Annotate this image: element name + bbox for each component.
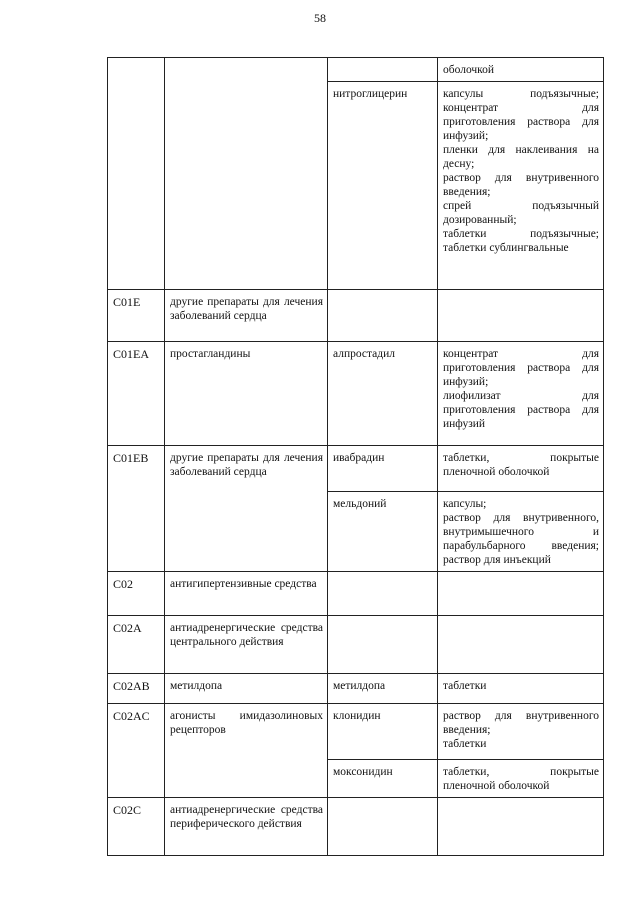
table-row [108,290,604,342]
atc-code-cell: C02AB [108,674,165,704]
dosage-form-cell [438,446,604,492]
dosage-form-line: концентрат для [443,348,599,360]
dosage-form-line: таблетки сублингвальные [443,242,569,254]
dosage-form-line: раствор для внутривенного [443,172,599,184]
dosage-form-line: пленочной оболочкой [443,780,550,792]
anatomical-therapeutic-group-cell: агонисты имидазолиновых рецепторов [165,704,328,798]
dosage-form-line: таблетки, покрытые [443,766,599,778]
dosage-form-cell [438,58,604,82]
table-row [108,342,604,446]
drug-name-cell: алпростадил [328,342,438,446]
dosage-form-line: капсулы подъязычные; [443,88,599,100]
anatomical-therapeutic-group-cell: простагландины [165,342,328,446]
dosage-form-line: приготовления раствора для [443,362,599,374]
dosage-form-line: капсулы; [443,498,487,510]
table-row [108,674,604,704]
dosage-form-line: пленочной оболочкой [443,466,550,478]
drug-name-cell [328,290,438,342]
anatomical-therapeutic-group-cell: антиадренергические средства центрального действия [165,616,328,674]
dosage-form-cell [438,674,604,704]
atc-code-cell: C02C [108,798,165,856]
drug-name-cell [328,572,438,616]
dosage-form-line: введения; [443,724,491,736]
dosage-form-cell [438,760,604,798]
dosage-form-line: лиофилизат для [443,390,599,402]
table-row [108,704,604,760]
drug-name-cell: метилдопа [328,674,438,704]
anatomical-therapeutic-group-cell: другие препараты для лечения заболеваний сердца [165,290,328,342]
drug-name-cell: моксонидин [328,760,438,798]
dosage-form-line: раствор для внутривенного [443,710,599,722]
dosage-form-line: таблетки, покрытые [443,452,599,464]
atc-code-cell: C02AC [108,704,165,798]
atc-code-cell: C01E [108,290,165,342]
dosage-form-line: дозированный; [443,214,517,226]
dosage-form-line: десну; [443,158,475,170]
anatomical-therapeutic-group-cell [165,58,328,290]
dosage-form-cell [438,492,604,572]
dosage-form-line: раствор для внутривенного, [443,512,599,524]
drug-name-cell [328,58,438,82]
drug-name-cell: нитроглицерин [328,82,438,290]
drug-name-cell: клонидин [328,704,438,760]
anatomical-therapeutic-group-cell: антигипертензивные средства [165,572,328,616]
anatomical-therapeutic-group-cell: другие препараты для лечения заболеваний сердца [165,446,328,572]
drug-name-cell: мельдоний [328,492,438,572]
dosage-form-cell [438,616,604,674]
table-row [108,572,604,616]
dosage-form-line: парабульбарного введения; [443,540,599,552]
dosage-form-line: таблетки [443,680,487,692]
table-row [108,616,604,674]
atc-code-cell [108,58,165,290]
dosage-form-cell [438,704,604,760]
drug-classification-table [107,57,604,856]
drug-name-cell [328,616,438,674]
anatomical-therapeutic-group-cell: метилдопа [165,674,328,704]
dosage-form-line: таблетки [443,738,487,750]
page-number: 58 [314,11,326,25]
dosage-form-cell [438,82,604,290]
dosage-form-line: приготовления раствора для [443,116,599,128]
dosage-form-cell [438,342,604,446]
dosage-form-cell [438,798,604,856]
drug-name-cell [328,798,438,856]
atc-code-cell: C01EB [108,446,165,572]
dosage-form-line: раствор для инъекций [443,554,551,566]
atc-code-cell: C01EA [108,342,165,446]
drug-name-cell: ивабрадин [328,446,438,492]
dosage-form-line: пленки для наклеивания на [443,144,599,156]
dosage-form-line: инфузий; [443,376,489,388]
anatomical-therapeutic-group-cell: антиадренергические средства периферического действия [165,798,328,856]
dosage-form-line: таблетки подъязычные; [443,228,599,240]
dosage-form-line: инфузий [443,418,486,430]
atc-code-cell: C02 [108,572,165,616]
dosage-form-line: инфузий; [443,130,489,142]
dosage-form-line: введения; [443,186,491,198]
table-row [108,58,604,82]
dosage-form-cell [438,290,604,342]
dosage-form-line: спрей подъязычный [443,200,599,212]
dosage-form-line: внутримышечного и [443,526,599,538]
table-row [108,446,604,492]
dosage-form-line: приготовления раствора для [443,404,599,416]
dosage-form-cell [438,572,604,616]
dosage-form-line: концентрат для [443,102,599,114]
atc-code-cell: C02A [108,616,165,674]
dosage-form-line: оболочкой [443,64,495,76]
table-row [108,798,604,856]
